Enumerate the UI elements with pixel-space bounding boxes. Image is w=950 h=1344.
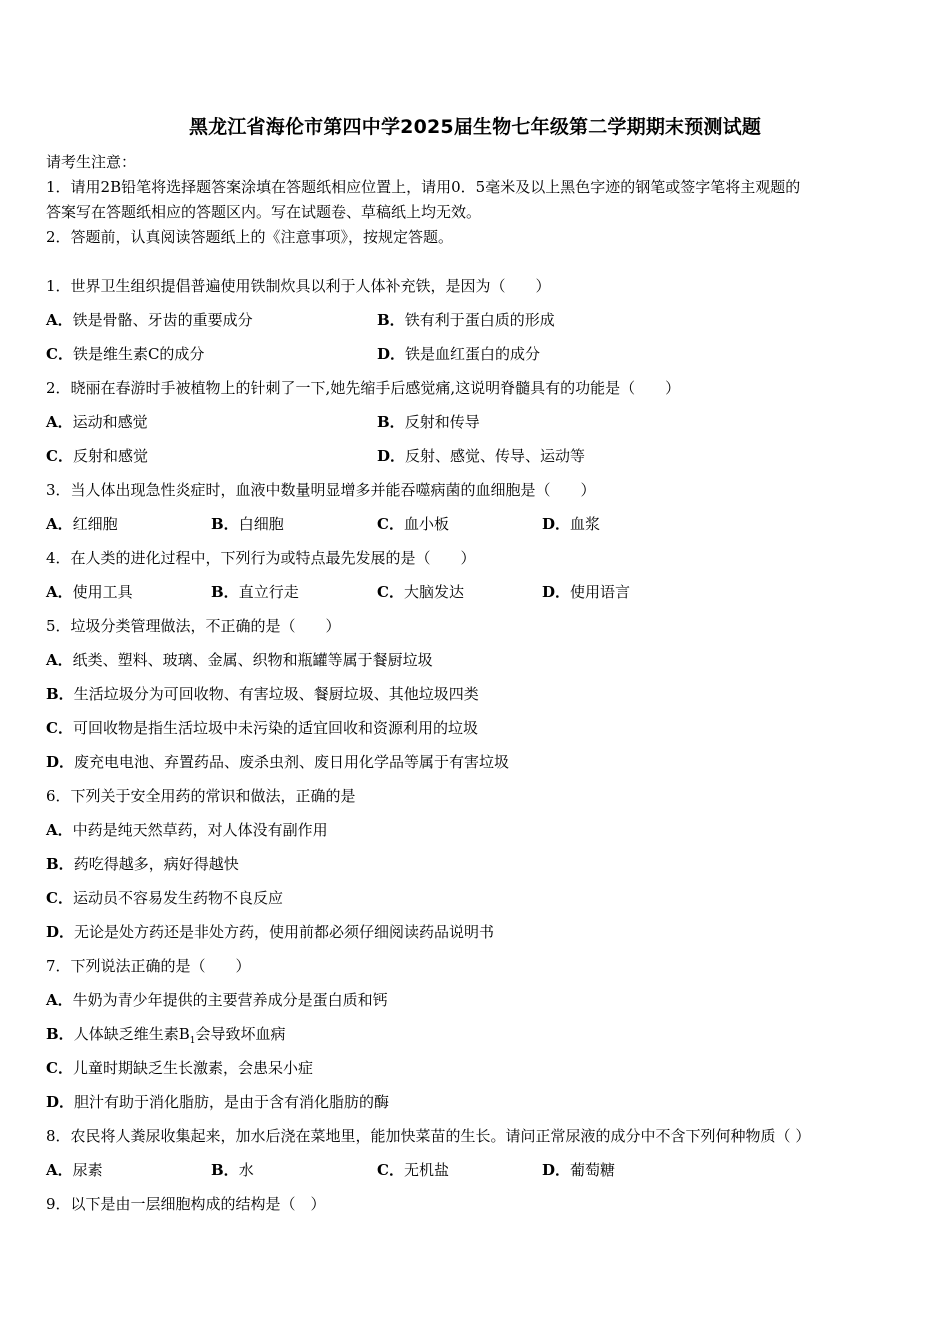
question-4-option-b: B．直立行走 bbox=[211, 583, 299, 601]
question-1-stem: 1．世界卫生组织提倡普遍使用铁制炊具以利于人体补充铁，是因为（ ） bbox=[46, 277, 551, 295]
question-8-option-d: D．葡萄糖 bbox=[542, 1161, 616, 1179]
question-2-option-a: A．运动和感觉 bbox=[46, 413, 148, 431]
question-6-option-d: D．无论是处方药还是非处方药，使用前都必须仔细阅读药品说明书 bbox=[46, 923, 495, 941]
question-8-option-b: B．水 bbox=[211, 1161, 254, 1179]
question-8-option-c: C．无机盐 bbox=[377, 1161, 449, 1179]
question-3-option-c: C．血小板 bbox=[377, 515, 449, 533]
question-7-option-d: D．胆汁有助于消化脂肪，是由于含有消化脂肪的酶 bbox=[46, 1093, 390, 1111]
question-7-option-b: B．人体缺乏维生素$B_1$会导致坏血病 bbox=[46, 1025, 286, 1046]
question-2-option-c: C．反射和感觉 bbox=[46, 447, 148, 465]
question-6-stem: 6．下列关于安全用药的常识和做法，正确的是 bbox=[46, 787, 356, 805]
question-9-stem: 9．以下是由一层细胞构成的结构是（ ） bbox=[46, 1195, 326, 1213]
question-6-option-c: C．运动员不容易发生药物不良反应 bbox=[46, 889, 283, 907]
question-1-option-d: D．铁是血红蛋白的成分 bbox=[377, 345, 541, 363]
question-2-stem: 2．晓丽在春游时手被植物上的针刺了一下,她先缩手后感觉痛,这说明脊髓具有的功能是（ ） bbox=[46, 379, 681, 397]
question-4-option-c: C．大脑发达 bbox=[377, 583, 464, 601]
question-2-option-b: B．反射和传导 bbox=[377, 413, 480, 431]
notice-item-2: 2．答题前，认真阅读答题纸上的《注意事项》，按规定答题。 bbox=[46, 228, 454, 246]
question-5-option-a: A．纸类、塑料、玻璃、金属、织物和瓶罐等属于餐厨垃圾 bbox=[46, 651, 433, 669]
question-3-stem: 3．当人体出现急性炎症时，血液中数量明显增多并能吞噬病菌的血细胞是（ ） bbox=[46, 481, 596, 499]
question-4-stem: 4．在人类的进化过程中，下列行为或特点最先发展的是（ ） bbox=[46, 549, 476, 567]
page-title: 黑龙江省海伦市第四中学2025届生物七年级第二学期期末预测试题 bbox=[188, 116, 762, 138]
question-5-option-d: D．废充电电池、弃置药品、废杀虫剂、废日用化学品等属于有害垃圾 bbox=[46, 753, 510, 771]
question-6-option-b: B．药吃得越多，病好得越快 bbox=[46, 855, 239, 873]
question-7-option-c: C．儿童时期缺乏生长激素，会患呆小症 bbox=[46, 1059, 313, 1077]
question-1-option-a: A．铁是骨骼、牙齿的重要成分 bbox=[46, 311, 253, 329]
question-4-option-a: A．使用工具 bbox=[46, 583, 133, 601]
question-5-option-c: C．可回收物是指生活垃圾中未污染的适宜回收和资源利用的垃圾 bbox=[46, 719, 478, 737]
notice-heading: 请考生注意： bbox=[46, 153, 137, 171]
question-1-option-b: B．铁有利于蛋白质的形成 bbox=[377, 311, 555, 329]
question-2-option-d: D．反射、感觉、传导、运动等 bbox=[377, 447, 586, 465]
question-4-option-d: D．使用语言 bbox=[542, 583, 631, 601]
question-7-stem: 7．下列说法正确的是（ ） bbox=[46, 957, 251, 975]
question-5-option-b: B．生活垃圾分为可回收物、有害垃圾、餐厨垃圾、其他垃圾四类 bbox=[46, 685, 479, 703]
question-8-stem: 8．农民将人粪尿收集起来，加水后浇在菜地里，能加快菜苗的生长。请问正常尿液的成分中不含下列何种物质（ ） bbox=[46, 1127, 811, 1145]
question-7-option-a: A．牛奶为青少年提供的主要营养成分是蛋白质和钙 bbox=[46, 991, 388, 1009]
notice-item-1-line-2: 答案写在答题纸相应的答题区内。写在试题卷、草稿纸上均无效。 bbox=[46, 203, 482, 221]
question-3-option-d: D．血浆 bbox=[542, 515, 601, 533]
notice-item-1-line-1: 1．请用2B铅笔将选择题答案涂填在答题纸相应位置上，请用0．5毫米及以上黑色字迹的钢笔或签字笔将主观题的 bbox=[46, 178, 801, 196]
question-3-option-a: A．红细胞 bbox=[46, 515, 118, 533]
question-5-stem: 5．垃圾分类管理做法，不正确的是（ ） bbox=[46, 617, 341, 635]
question-3-option-b: B．白细胞 bbox=[211, 515, 284, 533]
question-6-option-a: A．中药是纯天然草药，对人体没有副作用 bbox=[46, 821, 328, 839]
question-1-option-c: C．铁是维生素C的成分 bbox=[46, 345, 205, 363]
question-8-option-a: A．尿素 bbox=[46, 1161, 103, 1179]
